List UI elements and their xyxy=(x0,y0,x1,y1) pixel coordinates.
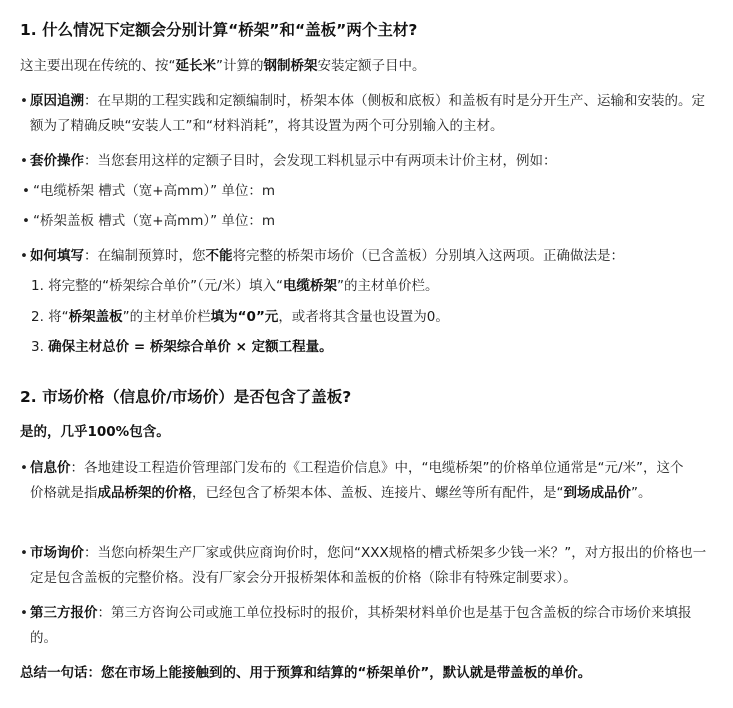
bullet-label: 市场询价 xyxy=(30,545,84,561)
bullet-text: ：当您向桥架生产厂家或供应商询价时，您问“XXX规格的槽式桥架多少钱一米？”，对方报出的价格也一定是包含盖板的完整价格。没有厂家会分开报桥架体和盖板的价格（除非有特殊定制要求）。 xyxy=(30,545,707,586)
section-2-heading: 2. 市场价格（信息价/市场价）是否包含了盖板? xyxy=(20,388,352,406)
step-3 xyxy=(31,335,711,360)
bullet-dot-icon: • xyxy=(20,248,28,264)
bullet-text: ：在早期的工程实践和定额编制时，桥架本体（侧板和底板）和盖板有时是分开生产、运输和安装的。定额为了精确反映“安装人工”和“材料消耗”，将其设置为两个可分别输入的主材。 xyxy=(30,93,705,134)
sub-bullet-text: “电缆桥架 槽式（宽+高mm）” 单位：m xyxy=(33,183,276,199)
step-text: ”的主材单价栏 xyxy=(122,309,211,325)
bullet-third-party xyxy=(20,601,710,651)
bullet-label: 原因追溯 xyxy=(30,93,84,109)
step-bold: 电缆桥架 xyxy=(282,278,337,294)
summary: 总结一句话：您在市场上能接触到的、用于预算和结算的“桥架单价”，默认就是带盖板的单价。 xyxy=(20,665,592,681)
bullet-dot-icon: • xyxy=(20,460,28,476)
bullet-dot-icon: • xyxy=(20,545,28,561)
bullet-dot-icon: • xyxy=(22,183,30,199)
bullet-label: 第三方报价 xyxy=(30,605,98,621)
bullet-label: 信息价 xyxy=(30,460,71,476)
bullet-text: ：第三方咨询公司或施工单位投标时的报价，其桥架材料单价也是基于包含盖板的综合市场价来填报的。 xyxy=(30,605,692,646)
bullet-market-inquiry xyxy=(20,541,710,591)
step-bold: 填为“0”元 xyxy=(210,309,279,325)
intro-bold: 延长米 xyxy=(175,58,216,74)
step-2 xyxy=(31,305,711,330)
bullet-text: ：当您套用这样的定额子目时，会发现工料机显示中有两项未计价主材，例如： xyxy=(84,153,557,169)
bullet-label: 套价操作 xyxy=(30,153,84,169)
intro-text: 安装定额子目中。 xyxy=(317,58,426,74)
sub-bullet-cable-tray xyxy=(22,179,702,204)
step-bold: 桥架盖板 xyxy=(68,309,123,325)
bullet-info-price xyxy=(20,456,690,506)
step-bold: 确保主材总价 = 桥架综合单价 × 定额工程量。 xyxy=(48,339,333,355)
step-text: 1. 将完整的“桥架综合单价”（元/米）填入“ xyxy=(31,278,283,294)
bullet-dot-icon: • xyxy=(22,213,30,229)
sub-bullet-text: “桥架盖板 槽式（宽+高mm）” 单位：m xyxy=(33,213,276,229)
bullet-bold: 不能 xyxy=(205,248,233,264)
bullet-text: ：各地建设工程造价管理部门发布的《工程造价信息》中，“电缆桥架”的价格单位通常是“元/米”，这个价格就是指 xyxy=(30,460,684,501)
bullet-pricing-operation xyxy=(20,149,710,174)
bullet-dot-icon: • xyxy=(20,153,28,169)
bullet-bold: 到场成品价 xyxy=(563,485,631,501)
bullet-text: 将完整的桥架市场价（已含盖板）分别填入这两项。正确做法是： xyxy=(232,248,624,264)
bullet-text: ：在编制预算时，您 xyxy=(84,248,206,264)
step-text: 2. 将“ xyxy=(31,309,69,325)
step-text: 3. xyxy=(31,339,49,355)
section-2-answer: 是的，几乎100%包含。 xyxy=(20,424,170,440)
bullet-dot-icon: • xyxy=(20,93,28,109)
bullet-how-to-fill xyxy=(20,244,710,269)
bullet-text: ，已经包含了桥架本体、盖板、连接片、螺丝等所有配件，是“ xyxy=(192,485,564,501)
bullet-label: 如何填写 xyxy=(30,248,84,264)
bullet-bold: 成品桥架的价格 xyxy=(97,485,192,501)
step-1 xyxy=(31,274,711,299)
intro-text: ”计算的 xyxy=(216,58,264,74)
sub-bullet-tray-cover xyxy=(22,209,702,234)
bullet-text: ”。 xyxy=(631,485,652,501)
step-text: ”的主材单价栏。 xyxy=(336,278,439,294)
section-1-heading: 1. 什么情况下定额会分别计算“桥架”和“盖板”两个主材? xyxy=(20,21,418,39)
intro-bold: 钢制桥架 xyxy=(263,58,318,74)
intro-text: 这主要出现在传统的、按“ xyxy=(20,58,176,74)
bullet-cause xyxy=(20,89,710,139)
step-text: ，或者将其含量也设置为0。 xyxy=(278,309,449,325)
bullet-dot-icon: • xyxy=(20,605,28,621)
section-1-intro xyxy=(20,54,710,79)
